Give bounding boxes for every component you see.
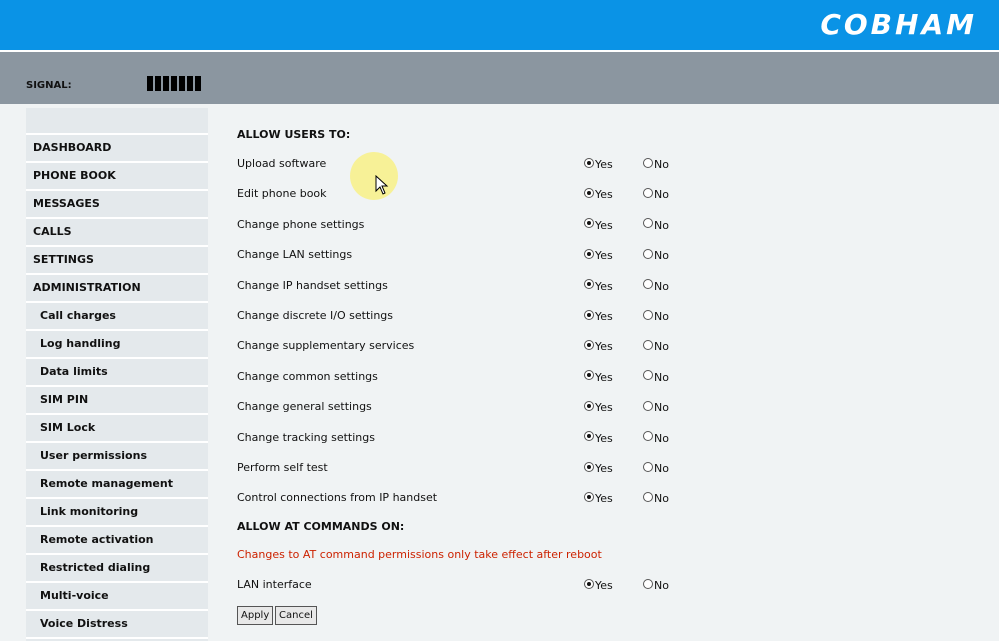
radio-no-icon[interactable] xyxy=(643,279,653,289)
radio-label: Yes xyxy=(595,340,613,354)
radio-yes[interactable] xyxy=(584,401,613,414)
radio-yes-icon[interactable] xyxy=(584,340,594,350)
radio-label: Yes xyxy=(595,158,613,171)
sidebar-item-remote-activation[interactable]: Remote activation xyxy=(26,527,208,555)
radio-no-icon[interactable] xyxy=(643,431,653,441)
radio-yes[interactable] xyxy=(584,249,613,262)
radio-no[interactable] xyxy=(643,432,669,445)
radio-label: No xyxy=(654,340,669,354)
radio-yes-icon[interactable] xyxy=(584,492,594,502)
radio-label: Yes xyxy=(595,188,613,202)
radio-label: No xyxy=(654,310,669,323)
permission-label: Edit phone book xyxy=(237,187,327,201)
radio-yes-icon[interactable] xyxy=(584,249,594,259)
radio-yes[interactable] xyxy=(584,340,613,353)
radio-yes[interactable] xyxy=(584,188,613,201)
radio-yes[interactable] xyxy=(584,492,613,505)
sidebar-item-multi-voice[interactable]: Multi-voice xyxy=(26,583,208,611)
radio-no[interactable] xyxy=(643,188,669,201)
permission-label: Change LAN settings xyxy=(237,248,353,262)
sidebar-item-log-handling[interactable]: Log handling xyxy=(26,331,208,359)
radio-no[interactable] xyxy=(643,401,669,414)
sidebar-top-spacer xyxy=(26,108,208,135)
radio-yes[interactable] xyxy=(584,371,613,384)
radio-label: No xyxy=(654,370,669,384)
sidebar-item-sim-lock[interactable]: SIM Lock xyxy=(26,415,208,443)
signal-bar xyxy=(0,52,999,104)
radio-no-icon[interactable] xyxy=(643,462,653,472)
sidebar-item-remote-management[interactable]: Remote management xyxy=(26,471,208,499)
permission-label: Upload software xyxy=(237,157,327,170)
sidebar-item-voice-distress[interactable]: Voice Distress xyxy=(26,611,208,639)
radio-label: Yes xyxy=(595,401,613,415)
radio-no[interactable] xyxy=(643,492,669,505)
radio-label: No xyxy=(654,579,669,592)
signal-bar-segment xyxy=(155,76,161,91)
cobham-logo: COBHAM xyxy=(820,8,977,41)
signal-bar-segment xyxy=(187,76,193,91)
radio-label: No xyxy=(654,158,669,171)
permission-label: Control connections from IP handset xyxy=(237,491,438,505)
reboot-warning: Changes to AT command permissions only take effect after reboot xyxy=(237,548,602,561)
radio-no-icon[interactable] xyxy=(643,310,653,320)
cancel-button[interactable]: Cancel xyxy=(275,606,317,625)
radio-yes-icon[interactable] xyxy=(584,310,594,320)
permission-label: LAN interface xyxy=(237,578,312,591)
radio-yes-icon[interactable] xyxy=(584,370,594,380)
radio-yes-icon[interactable] xyxy=(584,462,594,472)
radio-yes[interactable] xyxy=(584,280,613,293)
cursor-highlight xyxy=(350,152,398,200)
signal-bar-segment xyxy=(195,76,201,91)
sidebar-item-link-monitoring[interactable]: Link monitoring xyxy=(26,499,208,527)
radio-no-icon[interactable] xyxy=(643,370,653,380)
radio-yes-icon[interactable] xyxy=(584,401,594,411)
radio-no-icon[interactable] xyxy=(643,340,653,350)
radio-yes[interactable] xyxy=(584,432,613,445)
radio-yes[interactable] xyxy=(584,462,613,475)
radio-yes-icon[interactable] xyxy=(584,579,594,589)
radio-label: Yes xyxy=(595,249,613,263)
radio-label: Yes xyxy=(595,492,613,506)
permission-label: Change phone settings xyxy=(237,217,365,231)
sidebar-item-settings[interactable]: SETTINGS xyxy=(26,247,208,275)
radio-label: Yes xyxy=(595,218,613,232)
radio-label: Yes xyxy=(595,462,613,475)
signal-bar-segment xyxy=(147,76,153,91)
permission-label: Perform self test xyxy=(237,461,328,474)
radio-yes-icon[interactable] xyxy=(584,279,594,289)
radio-yes-icon[interactable] xyxy=(584,158,594,168)
radio-no[interactable] xyxy=(643,249,669,262)
permission-label: Change supplementary services xyxy=(237,339,415,353)
radio-yes[interactable] xyxy=(584,158,613,171)
sidebar-item-restricted-dialing[interactable]: Restricted dialing xyxy=(26,555,208,583)
radio-label: Yes xyxy=(595,310,613,323)
permission-label: Change common settings xyxy=(237,369,378,383)
sidebar-item-calls[interactable]: CALLS xyxy=(26,219,208,247)
section-title-allow-at: ALLOW AT COMMANDS ON: xyxy=(237,520,405,533)
radio-no-icon[interactable] xyxy=(643,218,653,228)
radio-no[interactable] xyxy=(643,340,669,353)
radio-no-icon[interactable] xyxy=(643,579,653,589)
sidebar-item-call-charges[interactable]: Call charges xyxy=(26,303,208,331)
radio-label: No xyxy=(654,279,669,293)
radio-label: No xyxy=(654,249,669,263)
radio-no[interactable] xyxy=(643,462,669,475)
sidebar-item-data-limits[interactable]: Data limits xyxy=(26,359,208,387)
radio-yes-icon[interactable] xyxy=(584,188,594,198)
radio-label: No xyxy=(654,462,669,475)
sidebar-item-messages[interactable]: MESSAGES xyxy=(26,191,208,219)
signal-label: SIGNAL: xyxy=(26,80,72,91)
radio-label: No xyxy=(654,188,669,202)
sidebar-nav xyxy=(26,135,208,639)
radio-no[interactable] xyxy=(643,158,669,171)
radio-label: Yes xyxy=(595,579,613,592)
radio-label: Yes xyxy=(595,370,613,384)
permission-label: Change tracking settings xyxy=(237,430,375,444)
radio-no[interactable] xyxy=(643,310,669,323)
radio-yes-icon[interactable] xyxy=(584,218,594,228)
top-banner xyxy=(0,0,999,52)
radio-no-icon[interactable] xyxy=(643,188,653,198)
radio-no-icon[interactable] xyxy=(643,401,653,411)
sidebar-item-sim-pin[interactable]: SIM PIN xyxy=(26,387,208,415)
radio-label: Yes xyxy=(595,431,613,445)
radio-yes[interactable] xyxy=(584,310,613,323)
radio-yes[interactable] xyxy=(584,219,613,232)
radio-no[interactable] xyxy=(643,579,669,592)
section-title-allow-users: ALLOW USERS TO: xyxy=(237,128,351,141)
radio-yes[interactable] xyxy=(584,579,613,592)
radio-no-icon[interactable] xyxy=(643,492,653,502)
radio-no[interactable] xyxy=(643,371,669,384)
radio-no-icon[interactable] xyxy=(643,249,653,259)
radio-yes-icon[interactable] xyxy=(584,431,594,441)
radio-label: Yes xyxy=(595,279,613,293)
signal-strength-icon xyxy=(147,76,201,91)
radio-no-icon[interactable] xyxy=(643,158,653,168)
signal-bar-segment xyxy=(163,76,169,91)
radio-label: No xyxy=(654,492,669,506)
signal-bar-segment xyxy=(179,76,185,91)
radio-no[interactable] xyxy=(643,219,669,232)
sidebar-item-dashboard[interactable]: DASHBOARD xyxy=(26,135,208,163)
radio-label: No xyxy=(654,401,669,415)
mouse-pointer-icon xyxy=(375,175,389,195)
permission-label: Change IP handset settings xyxy=(237,278,388,292)
radio-label: No xyxy=(654,218,669,232)
sidebar-item-administration[interactable]: ADMINISTRATION xyxy=(26,275,208,303)
sidebar xyxy=(26,108,208,641)
radio-no[interactable] xyxy=(643,280,669,293)
sidebar-item-user-permissions[interactable]: User permissions xyxy=(26,443,208,471)
permission-label: Change discrete I/O settings xyxy=(237,309,394,322)
apply-button[interactable]: Apply xyxy=(237,606,273,625)
radio-label: No xyxy=(654,431,669,445)
signal-bar-segment xyxy=(171,76,177,91)
permission-label: Change general settings xyxy=(237,400,372,414)
sidebar-item-phone-book[interactable]: PHONE BOOK xyxy=(26,163,208,191)
